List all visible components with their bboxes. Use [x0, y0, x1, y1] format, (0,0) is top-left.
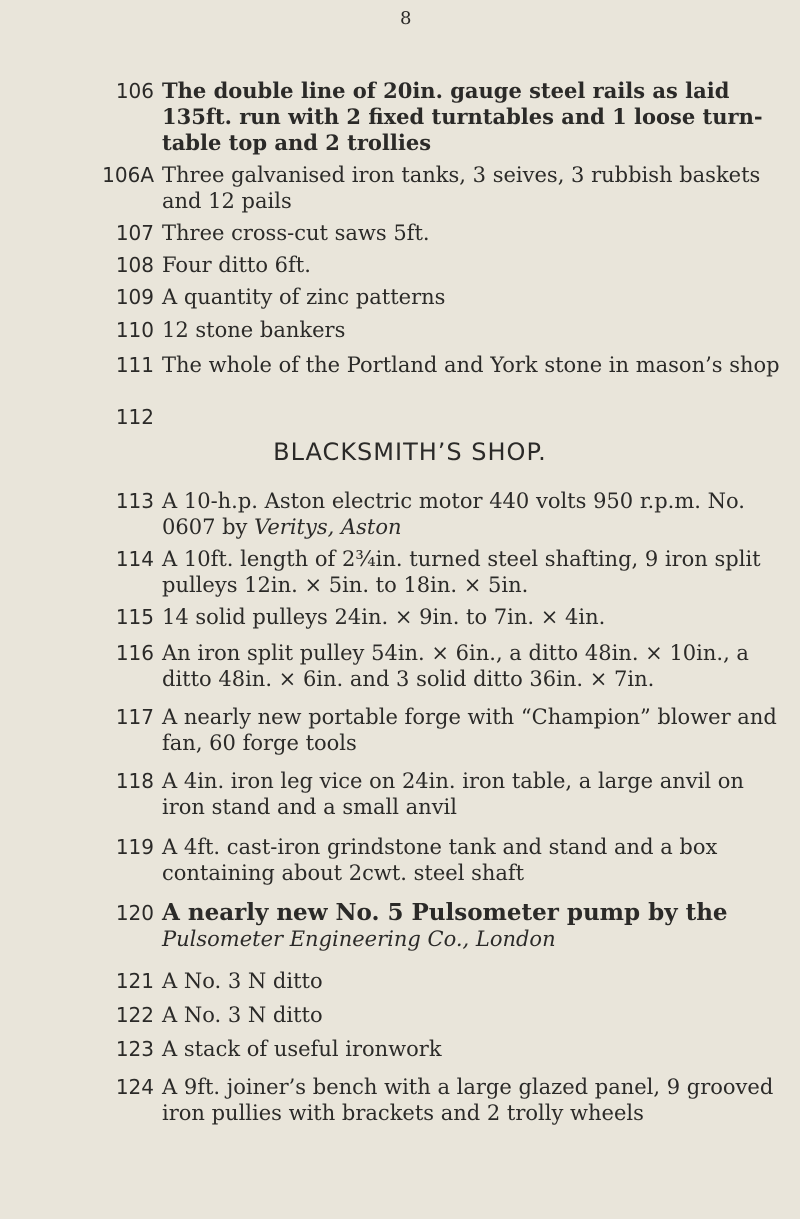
lot-description: [162, 900, 792, 952]
lot-number: 119: [115, 835, 154, 859]
lot-maker: Pulsometer Engineering Co., London: [162, 927, 556, 951]
lot-description: Three cross-cut saws 5ft.: [162, 221, 430, 245]
lot-number: 106: [115, 79, 154, 103]
lot-description: 12 stone bankers: [162, 318, 346, 342]
lot-description: 14 solid pulleys 24in. × 9in. to 7in. × 4in.: [162, 605, 606, 629]
lot-description: A stack of useful ironwork: [162, 1037, 442, 1061]
lot-description: Three galvanised iron tanks, 3 seives, 3 rubbish baskets and 12 pails: [162, 163, 761, 213]
lot-number: 114: [115, 547, 154, 571]
lot-number: 110: [115, 318, 154, 342]
lot-number: 112: [115, 405, 154, 429]
lot-number: 115: [115, 605, 154, 629]
lot-description: A 4in. iron leg vice on 24in. iron table, a large anvil on iron stand and a small anvil: [162, 769, 744, 819]
lot-number: 106A: [102, 163, 154, 187]
page-number: 8: [400, 8, 412, 29]
lot-description: A quantity of zinc patterns: [162, 285, 446, 309]
lot-description: Four ditto 6ft.: [162, 253, 311, 277]
lot-description: A 4ft. cast-iron grindstone tank and stand and a box containing about 2cwt. steel shaft: [162, 835, 718, 885]
lot-number: 118: [115, 769, 154, 793]
lot-number: 117: [115, 705, 154, 729]
lot-number: 109: [115, 285, 154, 309]
lot-number: 108: [115, 253, 154, 277]
lot-number: 124: [115, 1075, 154, 1099]
lot-number: 122: [115, 1003, 154, 1027]
lot-description: A No. 3 N ditto: [162, 1003, 323, 1027]
lot-number: 123: [115, 1037, 154, 1061]
section-heading: BLACKSMITH’S SHOP.: [273, 438, 547, 466]
lot-number: 113: [115, 489, 154, 513]
lot-maker: Veritys, Aston: [254, 515, 402, 539]
lot-description: A nearly new portable forge with “Champion” blower and fan, 60 forge tools: [162, 705, 777, 755]
lot-description: The double line of 20in. gauge steel rails as laid 135ft. run with 2 fixed turntables and 1 loose turn-table top and 2 trollies: [162, 78, 763, 155]
lot-description: A No. 3 N ditto: [162, 969, 323, 993]
lot-text: A nearly new No. 5 Pulsometer pump by the: [162, 899, 728, 926]
lot-description: The whole of the Portland and York stone in mason’s shop: [162, 353, 780, 377]
lot-number: 111: [115, 353, 154, 377]
lot-number: 116: [115, 641, 154, 665]
lot-description: A 10ft. length of 2¾in. turned steel shafting, 9 iron split pulleys 12in. × 5in. to 18in. × 5in.: [162, 547, 761, 597]
lot-number: 121: [115, 969, 154, 993]
lot-description: An iron split pulley 54in. × 6in., a ditto 48in. × 10in., a ditto 48in. × 6in. and 3 solid ditto 36in. × 7in.: [162, 641, 749, 691]
lot-number: 107: [115, 221, 154, 245]
lot-number: 120: [115, 901, 154, 925]
lot-text: A 10-h.p. Aston electric motor 440 volts 950 r.p.m. No. 0607 by: [162, 489, 745, 539]
lot-description: [162, 488, 792, 540]
lot-description: A 9ft. joiner’s bench with a large glazed panel, 9 grooved iron pullies with brackets and 2 trolly wheels: [162, 1075, 774, 1125]
